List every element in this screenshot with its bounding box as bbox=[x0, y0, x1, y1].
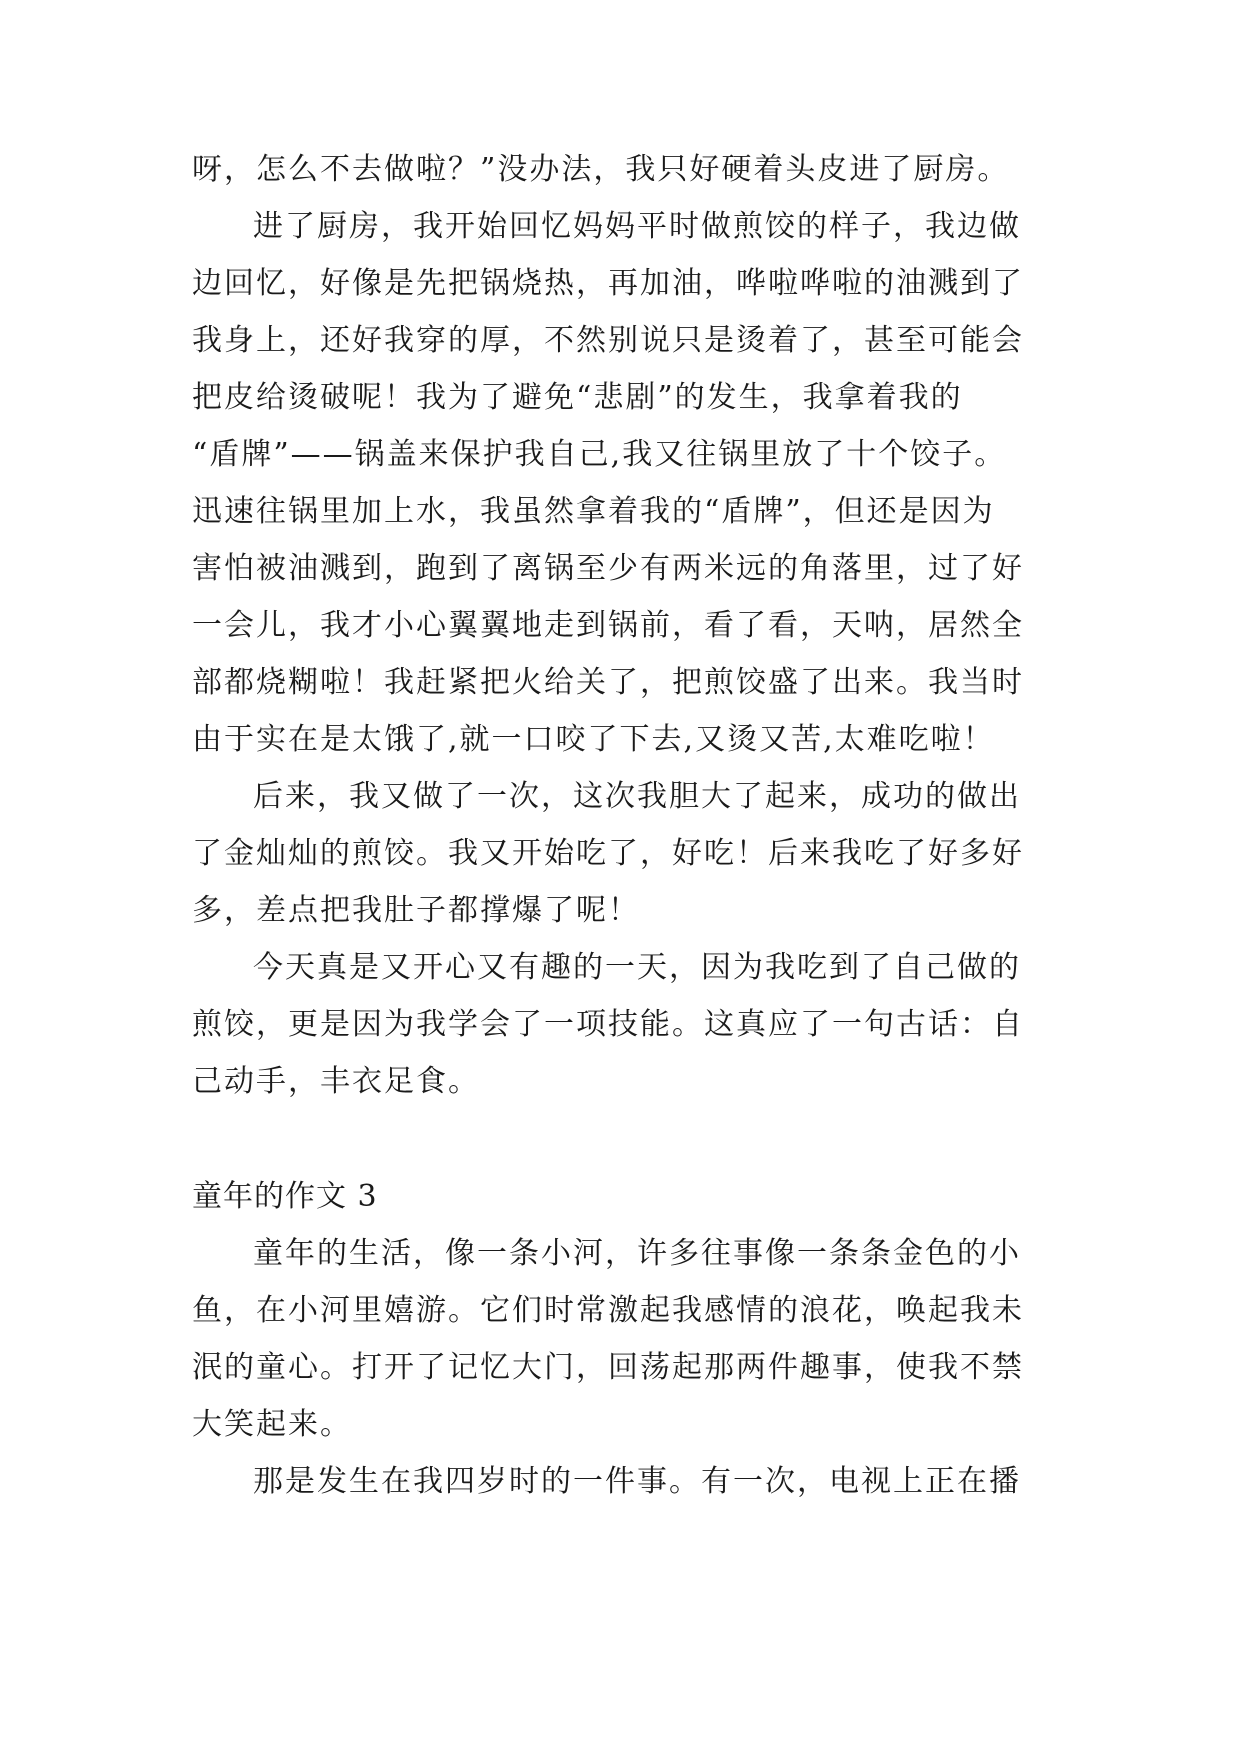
text-line: 迅速往锅里加上水，我虽然拿着我的“盾牌”，但还是因为 bbox=[192, 494, 995, 529]
text-line: 一会儿，我才小心翼翼地走到锅前，看了看，天呐，居然全 bbox=[192, 608, 1024, 643]
text-line: 童年的生活，像一条小河，许多往事像一条条金色的小 bbox=[253, 1236, 1021, 1271]
text-line: 后来，我又做了一次，这次我胆大了起来，成功的做出 bbox=[253, 779, 1021, 814]
text-line: 煎饺，更是因为我学会了一项技能。这真应了一句古话：自 bbox=[192, 1007, 1024, 1042]
text-line: 那是发生在我四岁时的一件事。有一次，电视上正在播 bbox=[253, 1464, 1021, 1499]
section-heading: 童年的作文 3 bbox=[192, 1179, 378, 1214]
text-line: 部都烧糊啦！我赶紧把火给关了，把煎饺盛了出来。我当时 bbox=[192, 665, 1024, 700]
text-line: 害怕被油溅到，跑到了离锅至少有两米远的角落里，过了好 bbox=[192, 551, 1024, 586]
text-line: 呀，怎么不去做啦？”没办法，我只好硬着头皮进了厨房。 bbox=[192, 152, 1010, 187]
text-line: 把皮给烫破呢！我为了避免“悲剧”的发生，我拿着我的 bbox=[192, 380, 963, 415]
text-line: 进了厨房，我开始回忆妈妈平时做煎饺的样子，我边做 bbox=[253, 209, 1021, 244]
text-line: 大笑起来。 bbox=[192, 1407, 352, 1442]
text-line: 由于实在是太饿了,就一口咬了下去,又烫又苦,太难吃啦！ bbox=[192, 722, 995, 757]
text-line: “盾牌”——锅盖来保护我自己,我又往锅里放了十个饺子。 bbox=[192, 437, 1007, 472]
text-line: 我身上，还好我穿的厚，不然别说只是烫着了，甚至可能会 bbox=[192, 323, 1024, 358]
text-line: 鱼，在小河里嬉游。它们时常激起我感情的浪花，唤起我未 bbox=[192, 1293, 1024, 1328]
text-line: 边回忆，好像是先把锅烧热，再加油，哗啦哗啦的油溅到了 bbox=[192, 266, 1024, 301]
text-line: 己动手，丰衣足食。 bbox=[192, 1064, 480, 1099]
text-line: 泯的童心。打开了记忆大门，回荡起那两件趣事，使我不禁 bbox=[192, 1350, 1024, 1385]
text-line: 今天真是又开心又有趣的一天，因为我吃到了自己做的 bbox=[253, 950, 1021, 985]
text-line: 多，差点把我肚子都撑爆了呢！ bbox=[192, 893, 640, 928]
text-line: 了金灿灿的煎饺。我又开始吃了，好吃！后来我吃了好多好 bbox=[192, 836, 1024, 871]
